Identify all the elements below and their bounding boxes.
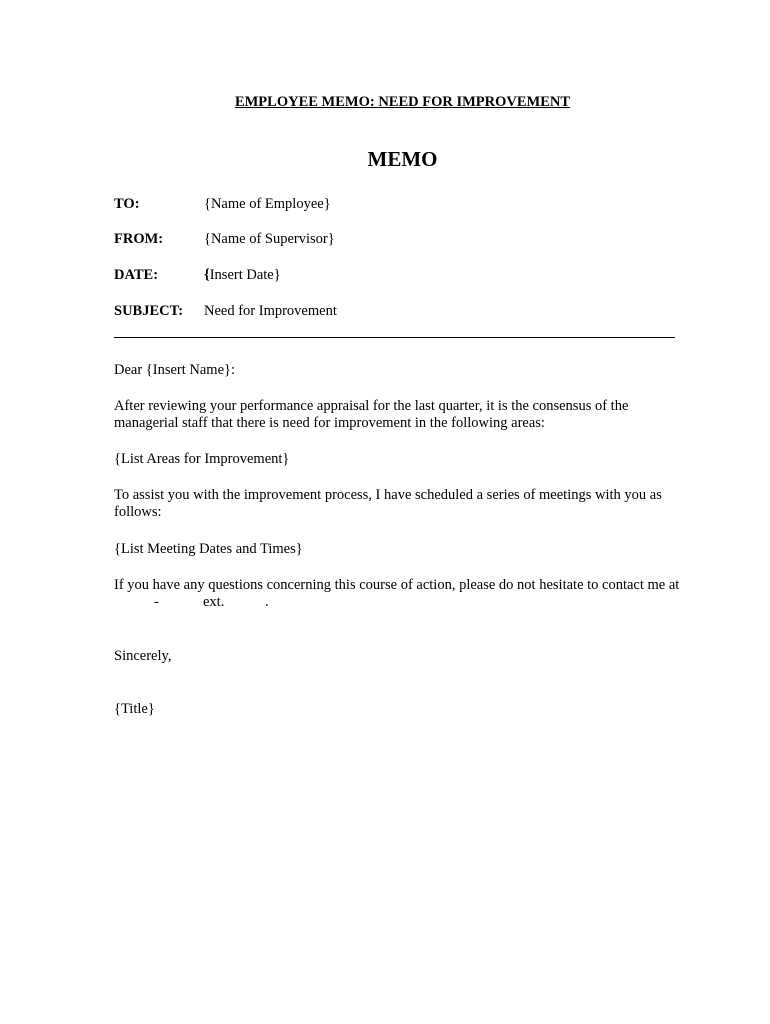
phone-period: . [265,594,269,610]
assist-paragraph: To assist you with the improvement process, I have scheduled a series of meetings with you as follows: [114,487,662,520]
memo-heading: MEMO [367,147,438,171]
subject-label: SUBJECT: [114,303,184,319]
from-value: {Name of Supervisor} [204,231,335,247]
to-value: {Name of Employee} [204,196,331,212]
phone-ext-label: ext. [203,594,225,610]
closing: Sincerely, [114,648,172,664]
areas-placeholder: {List Areas for Improvement} [114,451,290,467]
signature-title: {Title} [114,701,155,717]
questions-paragraph: If you have any questions concerning this course of action, please do not hesitate to contact me at [114,577,680,593]
review-paragraph: After reviewing your performance appraisal for the last quarter, it is the consensus of the managerial staff that there is need for improvement in the following areas: [114,398,629,431]
to-label: TO: [114,196,140,212]
from-label: FROM: [114,231,164,247]
header-divider [114,337,675,338]
meetings-placeholder: {List Meeting Dates and Times} [114,541,303,557]
salutation: Dear {Insert Name}: [114,362,236,378]
date-label: DATE: [114,267,159,283]
date-value: Insert Date} [209,267,281,283]
subject-value: Need for Improvement [204,303,337,319]
phone-dash: - [154,594,159,610]
date-value-wrapper [204,265,281,285]
date-value-brace: { [204,267,210,283]
document-title: EMPLOYEE MEMO: NEED FOR IMPROVEMENT [234,94,571,110]
